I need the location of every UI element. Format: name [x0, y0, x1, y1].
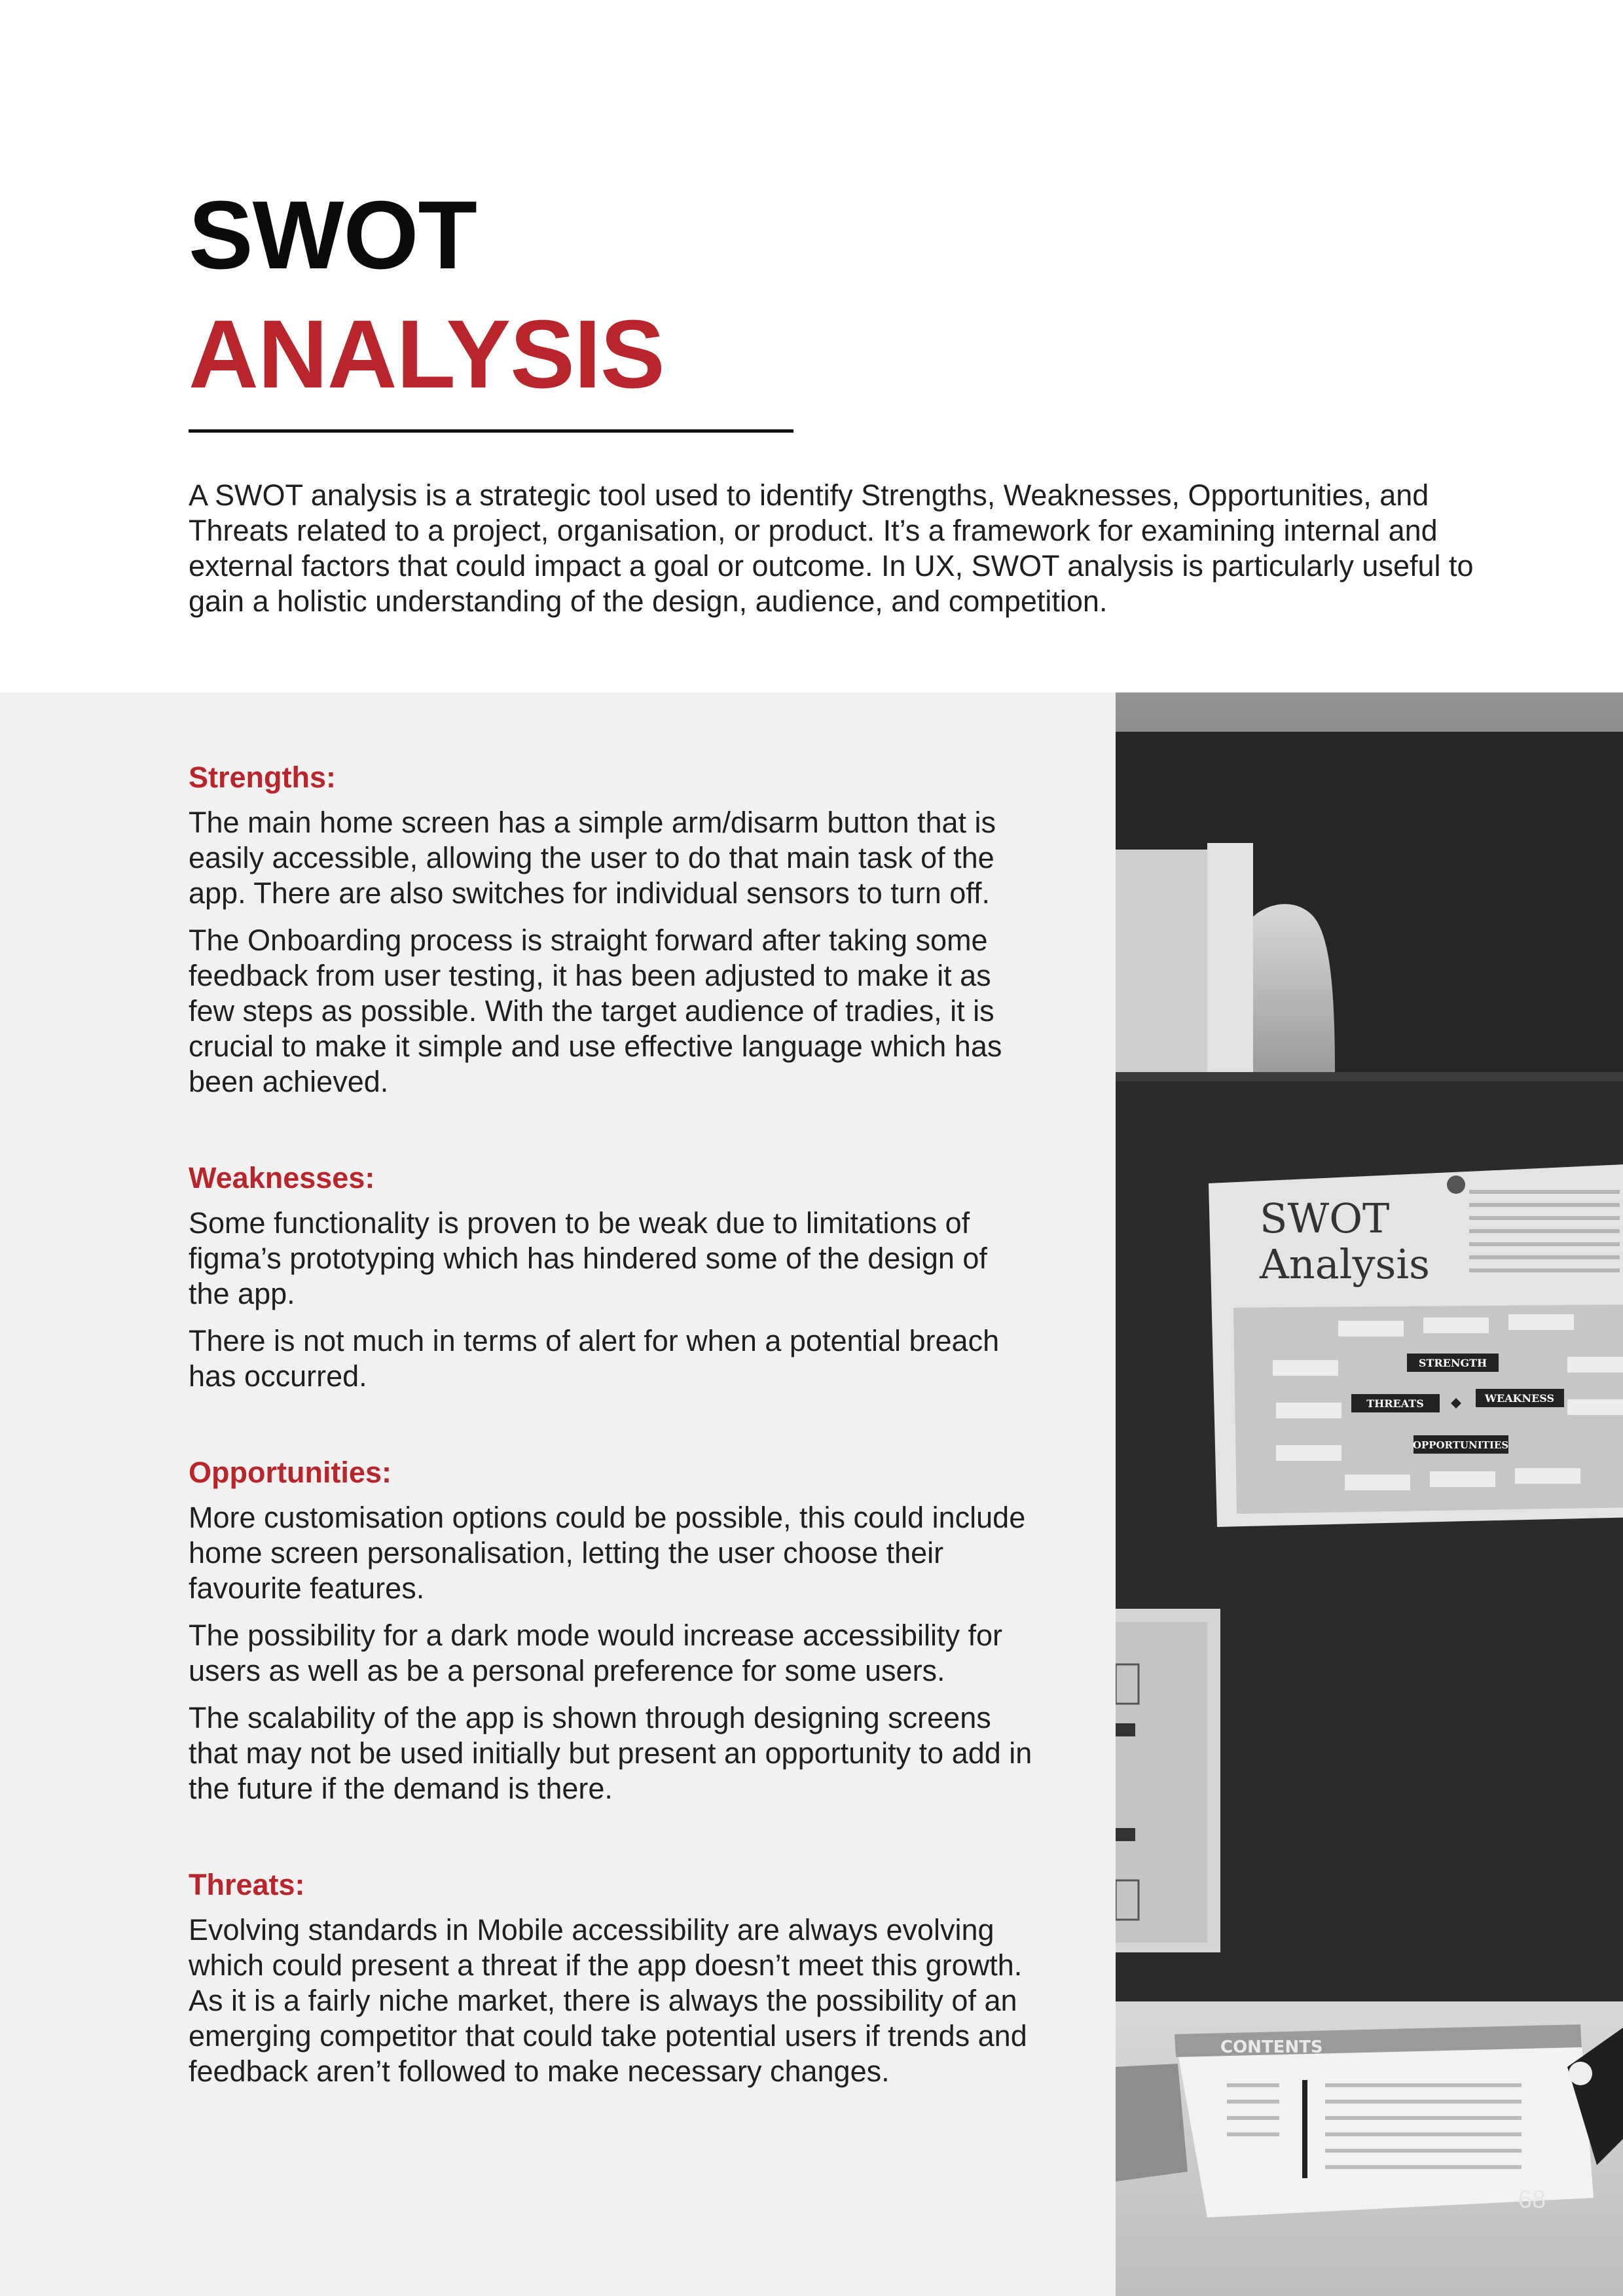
section-heading: Weaknesses: — [189, 1161, 375, 1194]
section-paragraph: The main home screen has a simple arm/disarm button that is easily accessible, allowing the user to do that main task of the app. There are also switches for individual sensors to turn off. — [189, 806, 996, 910]
poster-title-line2: Analysis — [1260, 1240, 1430, 1288]
poster-title-line1: SWOT — [1260, 1194, 1390, 1242]
title-divider — [189, 429, 793, 433]
section-strengths — [189, 759, 1033, 1100]
photo-illustration — [1116, 692, 1623, 2296]
title-line-analysis: ANALYSIS — [189, 300, 665, 408]
pin-icon — [1447, 1175, 1465, 1194]
intro-paragraph: A SWOT analysis is a strategic tool used to identify Strengths, Weaknesses, Opportunities, and Threats related to a project, organisation, or product. It’s a framework for examining internal and external factors that could impact a goal or outcome. In UX, SWOT analysis is particularly useful to gain a holistic understanding of the design, audience, and competition. — [189, 478, 1474, 618]
title-line-swot: SWOT — [189, 181, 477, 289]
swot-poster — [1209, 1164, 1623, 1527]
section-paragraph: Evolving standards in Mobile accessibility are always evolving which could present a threat if the app doesn’t meet this growth. As it is a fairly niche market, there is always the possibility of an emerging competitor that could take potential users if trends and feedback aren’t followed to make necessary changes. — [189, 1913, 1027, 2088]
section-threats — [189, 1867, 1033, 2089]
swot-sections — [189, 759, 1033, 2149]
page-number: 68 — [1518, 2186, 1546, 2214]
section-weaknesses — [189, 1160, 1033, 1394]
poster-label-strength: STRENGTH — [1418, 1357, 1487, 1369]
section-paragraph: The possibility for a dark mode would increase accessibility for users as well as be a personal preference for some users. — [189, 1619, 1003, 1687]
second-paper — [1116, 1609, 1220, 1952]
poster-label-opportunities: OPPORTUNITIES — [1412, 1439, 1509, 1451]
section-opportunities — [189, 1454, 1033, 1806]
poster-label-weakness: WEAKNESS — [1484, 1392, 1555, 1405]
section-paragraph: The scalability of the app is shown through designing screens that may not be used initially but present an opportunity to add in the future if the demand is there. — [189, 1701, 1032, 1805]
office-photo — [1116, 692, 1623, 2296]
section-paragraph: The Onboarding process is straight forward after taking some feedback from user testing, it has been adjusted to make it as few steps as possible. With the target audience of tradies, it is crucial to make it simple and use effective language which has been achieved. — [189, 924, 1002, 1098]
section-heading: Threats: — [189, 1868, 305, 1901]
section-paragraph: More customisation options could be possible, this could include home screen personalisation, letting the user choose their favourite features. — [189, 1501, 1026, 1605]
section-paragraph: Some functionality is proven to be weak due to limitations of figma’s prototyping which has hindered some of the design of the app. — [189, 1206, 987, 1310]
section-heading: Strengths: — [189, 761, 336, 794]
left-window — [1116, 850, 1207, 1085]
section-heading: Opportunities: — [189, 1456, 392, 1489]
wall-sheet — [1207, 843, 1253, 1079]
poster-label-threats: THREATS — [1366, 1397, 1424, 1410]
section-paragraph: There is not much in terms of alert for when a potential breach has occurred. — [189, 1324, 1000, 1393]
booklet-title: CONTENTS — [1220, 2037, 1323, 2057]
